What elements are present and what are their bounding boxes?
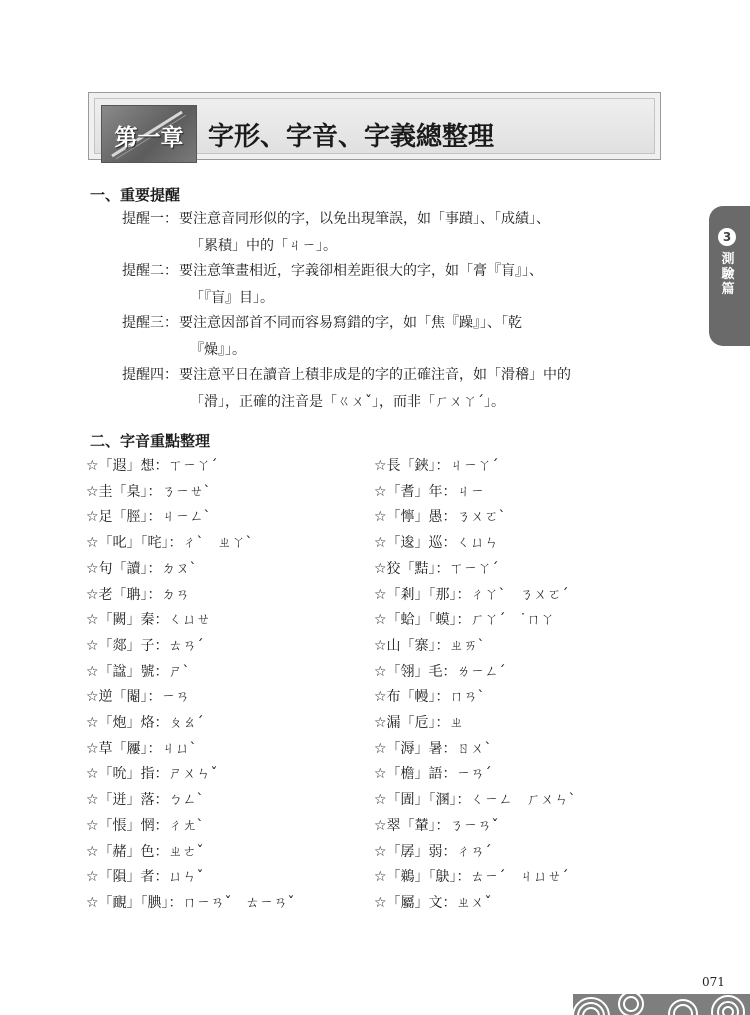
reminder-label: 提醒四： [122, 367, 178, 383]
list-item: ☆「叱」「咤」：ㄔˋ ㄓㄚˋ [86, 535, 253, 552]
reminder-text: 要注意因部首不同而容易寫錯的字，如「焦『躁』」、「乾 [179, 315, 522, 331]
list-item: ☆「赭」色：ㄓㄜˇ [86, 843, 204, 860]
list-item: ☆「炮」烙：ㄆㄠˊ [86, 715, 204, 731]
list-item: ☆「遐」想：ㄒㄧㄚˊ [86, 458, 218, 474]
list-item: ☆「檐」語：ㄧㄢˊ [374, 766, 492, 783]
list-item: ☆「蛤」「蟆」：ㄏㄚˊ ˙ㄇㄚ [374, 612, 555, 629]
list-item: ☆「迸」落：ㄅㄥˋ [86, 792, 204, 809]
list-item: ☆翠「輦」：ㄋㄧㄢˇ [374, 817, 499, 834]
list-item: ☆「屬」文：ㄓㄨˇ [374, 894, 492, 911]
list-item: ☆「溽」暑：ㄖㄨˋ [374, 740, 492, 757]
list-item: ☆狡「黠」：ㄒㄧㄚˊ [374, 560, 499, 577]
reminder-text: 要注意平日在讀音上積非成是的字的正確注音，如「滑稽」中的 [179, 367, 571, 383]
footer-decoration [573, 994, 750, 1015]
chapter-title-box [88, 92, 661, 160]
reminder-text: 要注意筆畫相近，字義卻相差距很大的字，如「膏『肓』」、 [179, 263, 543, 279]
list-item: ☆草「屨」：ㄐㄩˋ [86, 740, 197, 757]
list-item: ☆「靦」「腆」：ㄇㄧㄢˇ ㄊㄧㄢˇ [86, 894, 295, 911]
chapter-title-inner [94, 98, 655, 154]
list-item: ☆「諡」號：ㄕˋ [86, 663, 190, 680]
reminder-text-line2: 『燥』」。 [190, 342, 246, 358]
concentric-circles-icon [573, 994, 750, 1015]
chapter-badge-text: 第一章 [114, 124, 184, 151]
list-item: ☆漏「卮」：ㄓ [374, 715, 464, 731]
reminder-label: 提醒一： [122, 211, 178, 227]
reminder-text: 要注意音同形似的字，以免出現筆誤，如「事蹟」、「成績」、 [179, 211, 550, 227]
reminder-label: 提醒三： [122, 315, 178, 331]
list-item: ☆「翎」毛：ㄌㄧㄥˊ [374, 663, 506, 680]
section-heading-pronunciation: 二、字音重點整理 [90, 432, 211, 450]
page-title: 字形、字音、字義總整理 [208, 122, 495, 152]
list-item: ☆長「鋏」：ㄐㄧㄚˊ [374, 458, 499, 474]
list-item: ☆布「幔」：ㄇㄢˋ [374, 689, 485, 706]
list-item: ☆老「聃」：ㄉㄢ [86, 586, 190, 603]
list-item: ☆足「脛」：ㄐㄧㄥˋ [86, 509, 211, 526]
list-item: ☆山「寨」：ㄓㄞˋ [374, 637, 485, 654]
list-item: ☆「逡」巡：ㄑㄩㄣ [374, 535, 499, 552]
list-item: ☆「闕」秦：ㄑㄩㄝ [86, 612, 211, 629]
list-item: ☆「孱」弱：ㄔㄢˊ [374, 843, 492, 860]
reminder-text-line2: 「『盲』目」。 [190, 290, 274, 306]
reminder-text-line2: 「滑」，正確的注音是「ㄍㄨˇ」，而非「ㄏㄨㄚˊ」。 [190, 394, 505, 410]
list-item: ☆「隕」者：ㄩㄣˇ [86, 869, 204, 886]
chapter-badge [101, 105, 197, 163]
list-item: ☆句「讀」：ㄉㄡˋ [86, 560, 197, 577]
list-item: ☆「懧」愚：ㄋㄨㄛˋ [374, 509, 506, 526]
page-number: 071 [702, 975, 725, 989]
side-section-tab [709, 206, 750, 346]
list-item: ☆「吮」指：ㄕㄨㄣˇ [86, 766, 218, 783]
list-item: ☆「剎」「那」：ㄔㄚˋ ㄋㄨㄛˊ [374, 586, 569, 603]
list-item: ☆「耆」年：ㄐㄧ [374, 483, 485, 500]
list-item: ☆「鵜」「鴃」：ㄊㄧˊ ㄐㄩㄝˊ [374, 869, 569, 886]
section-heading-reminders: 一、重要提醒 [90, 186, 181, 204]
side-tab-number: 3 [718, 228, 736, 246]
list-item: ☆「郯」子：ㄊㄢˊ [86, 637, 204, 654]
reminder-text-line2: 「累積」中的「ㄐㄧ」。 [190, 238, 337, 254]
list-item: ☆「悵」惘：ㄔㄤˋ [86, 817, 204, 834]
list-item: ☆圭「臬」：ㄋㄧㄝˋ [86, 483, 211, 500]
reminder-label: 提醒二： [122, 263, 178, 279]
list-item: ☆逆「閹」：ㄧㄢ [86, 689, 190, 706]
side-tab-label: 測驗篇 [721, 252, 735, 297]
list-item: ☆「圊」「溷」：ㄑㄧㄥ ㄏㄨㄣˋ [374, 792, 576, 809]
